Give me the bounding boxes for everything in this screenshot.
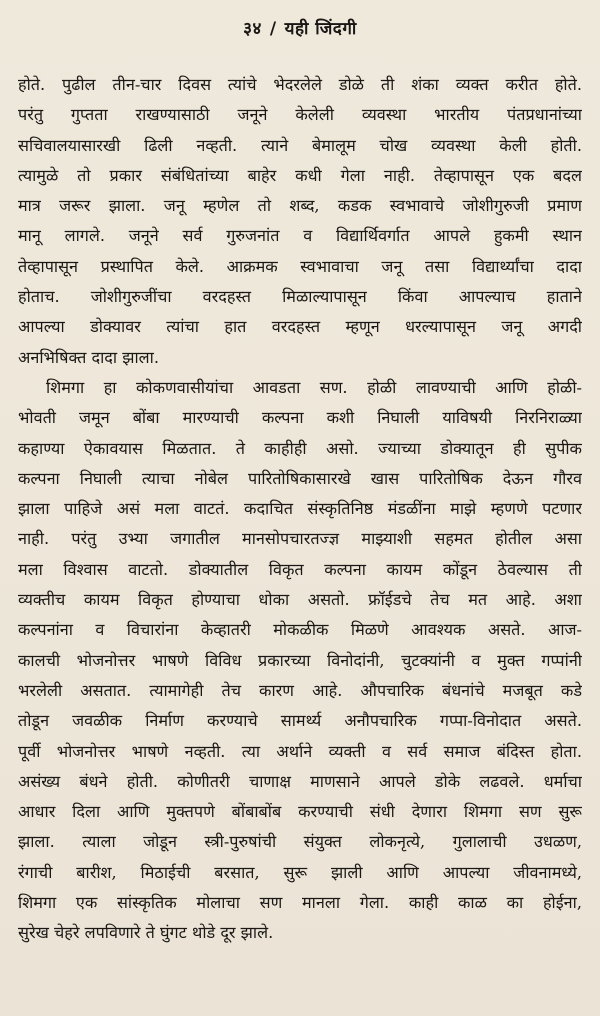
paragraph xyxy=(18,70,582,373)
text-line: कालची भोजनोत्तर भाषणे विविध प्रकारच्या विनोदांनी, चुटक्यांनी व मुक्त गप्पांनी xyxy=(18,650,582,670)
text-line: कल्पना निघाली त्याचा नोबेल पारितोषिकासारखे खास पारितोषिक देऊन गौरव xyxy=(18,468,582,488)
text-line: आधार दिला आणि मुक्तपणे बोंबाबोंब करण्याची संधी देणारा शिमगा सण सुरू xyxy=(18,802,582,822)
text-line: तेव्हापासून प्रस्थापित केले. आक्रमक स्वभावाचा जनू तसा विद्यार्थ्यांचा दादा xyxy=(18,256,582,276)
text-line: होताच. जोशीगुरुजींचा वरदहस्त मिळाल्यापासून किंवा आपल्याच हाताने xyxy=(18,287,582,307)
text-line: अनभिषिक्त दादा झाला. xyxy=(18,347,159,367)
text-line: नाही. परंतु उभ्या जगातील मानसोपचारतज्ज्ञ माझ्याशी सहमत होतील असा xyxy=(18,529,582,549)
text-line: सचिवालयासारखी ढिली नव्हती. त्याने बेमालूम चोख व्यवस्था केली होती. xyxy=(18,135,582,155)
text-line: कल्पनांना व विचारांना केव्हातरी मोकळीक मिळणे आवश्यक असते. आज- xyxy=(18,620,582,640)
text-line: परंतु गुप्तता राखण्यासाठी जनूने केलेली व्यवस्था भारतीय पंतप्रधानांच्या xyxy=(18,105,582,125)
page-number: ३४ xyxy=(243,19,262,39)
text-line: झाला. त्याला जोडून स्त्री-पुरुषांची संयुक्त लोकनृत्ये, गुलालाची उधळण, xyxy=(18,832,582,852)
running-header xyxy=(18,18,582,40)
text-line: मानू लागले. जनूने सर्व गुरुजनांत व विद्यार्थिवर्गात आपले हुकमी स्थान xyxy=(18,226,582,246)
text-line: भरलेली असतात. त्यामागेही तेच कारण आहे. औपचारिक बंधनांचे मजबूत कडे xyxy=(18,680,582,700)
text-line: पूर्वी भोजनोत्तर भाषणे नव्हती. त्या अर्थाने व्यक्ती व सर्व समाज बंदिस्त होता. xyxy=(18,741,582,761)
text-line: आपल्या डोक्यावर त्यांचा हात वरदहस्त म्हणून धरल्यापासून जनू अगदी xyxy=(18,317,582,337)
text-line: मला विश्वास वाटतो. डोक्यातील विकृत कल्पना कायम कोंडून ठेवल्यास ती xyxy=(18,559,582,579)
text-line: कहाण्या ऐकावयास मिळतात. ते काहीही असो. ज्याच्या डोक्यातून ही सुपीक xyxy=(18,438,582,458)
text-line: सुरेख चेहरे लपविणारे ते घुंगट थोडे दूर झाले. xyxy=(18,923,274,943)
text-line: व्यक्तीच कायम विकृत होण्याचा धोका असतो. फ्रॉईडचे तेच मत आहे. अशा xyxy=(18,590,582,610)
text-line: शिमगा एक सांस्कृतिक मोलाचा सण मानला गेला. काही काळ का होईना, xyxy=(18,893,582,913)
text-line: रंगाची बारीश, मिठाईची बरसात, सुरू झाली आणि आपल्या जीवनामध्ये, xyxy=(18,862,582,882)
text-line: मात्र जरूर झाला. जनू म्हणेल तो शब्द, कडक स्वभावाचे जोशीगुरुजी प्रमाण xyxy=(18,196,582,216)
header-separator: / xyxy=(269,19,277,39)
text-line: भोवती जमून बोंबा मारण्याची कल्पना कशी निघाली याविषयी निरनिराळ्या xyxy=(18,408,582,428)
book-title: यही जिंदगी xyxy=(284,19,357,39)
text-line: असंख्य बंधने होती. कोणीतरी चाणाक्ष माणसाने आपले डोके लढवले. धर्माचा xyxy=(18,771,582,791)
text-line: झाला पाहिजे असं मला वाटतं. कदाचित संस्कृतिनिष्ठ मंडळींना माझे म्हणणे पटणार xyxy=(18,499,582,519)
paragraph xyxy=(18,373,582,949)
body-text xyxy=(18,70,582,949)
text-line: होते. पुढील तीन-चार दिवस त्यांचे भेदरलेले डोळे ती शंका व्यक्त करीत होते. xyxy=(18,75,582,94)
text-line: तोडून जवळीक निर्माण करण्याचे सामर्थ्य अनौपचारिक गप्पा-विनोदात असते. xyxy=(18,711,582,731)
text-line: शिमगा हा कोकणवासीयांचा आवडता सण. होळी लावण्याची आणि होळी- xyxy=(46,377,582,397)
text-line: त्यामुळे तो प्रकार संबंधितांच्या बाहेर कधी गेला नाही. तेव्हापासून एक बदल xyxy=(18,165,582,185)
